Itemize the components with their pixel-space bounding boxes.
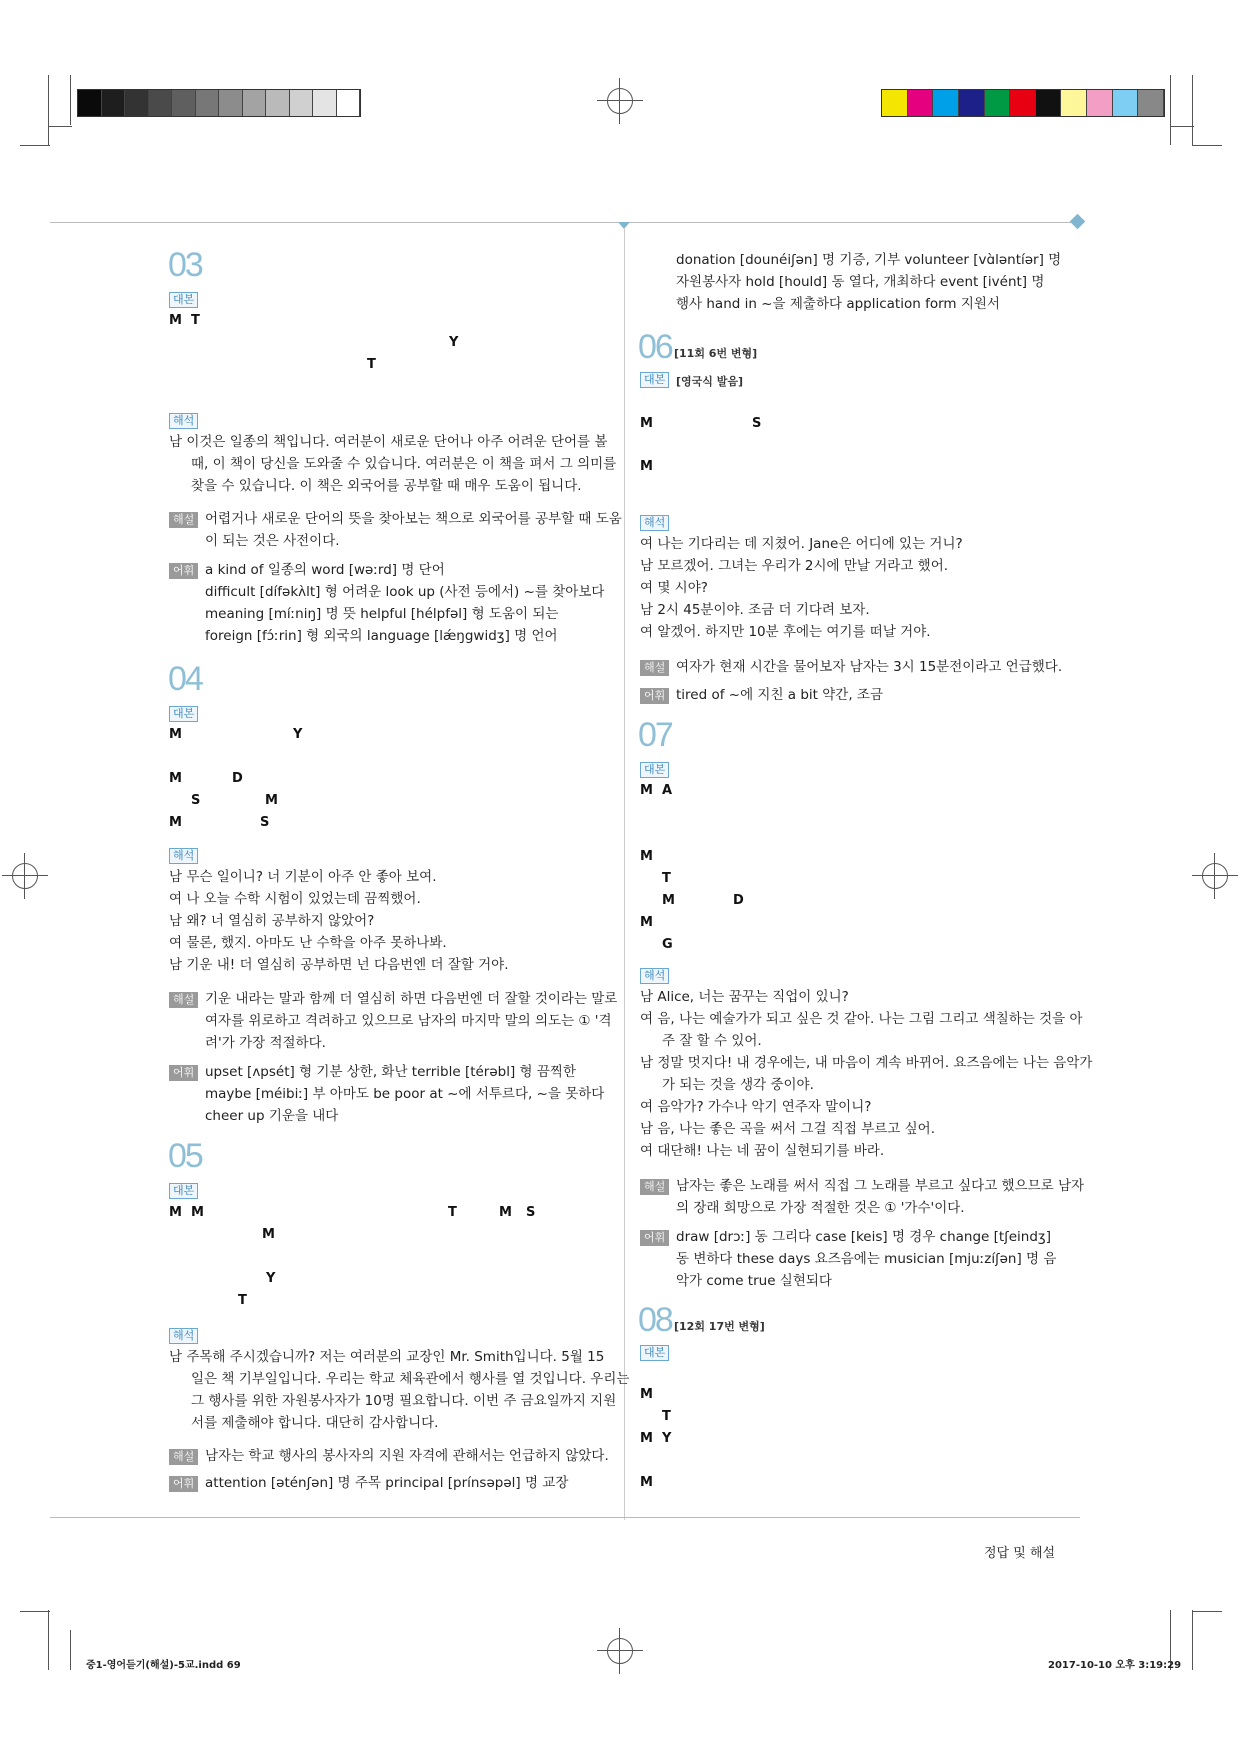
speaker-label: S [752,416,762,431]
gray-swatch [172,90,196,116]
vocab-tag: 어휘 [640,688,669,704]
section-source: [12회 17번 변형] [674,1320,765,1333]
translation-line: 여 나 오늘 수학 시험이 있었는데 끔찍했어. [169,891,421,907]
translation-tag: 해석 [169,848,198,864]
explanation-line: 여자를 위로하고 격려하고 있으므로 남자의 마지막 말의 의도는 ① '격 [205,1013,612,1029]
script-tag: 대본 [169,706,198,722]
translation-tag: 해석 [640,968,669,984]
page-label: 정답 및 해설 [984,1546,1056,1561]
speaker-label: S [260,815,270,830]
registration-mark [2,853,48,899]
vocab-line: draw [drɔː] 동 그리다 case [keis] 명 경우 change [tʃeindʒ] [676,1229,1051,1245]
vocab-line: 행사 hand in ~을 제출하다 application form 지원서 [676,296,1000,312]
gray-calibration-strip [77,89,361,117]
speaker-label: M [499,1205,512,1220]
vocab-line: cheer up 기운을 내다 [205,1108,339,1124]
crop-mark [70,75,71,125]
color-swatch [1113,90,1139,116]
vocab-line: upset [ʌpsét] 형 기분 상한, 화난 terrible [térəbl] 형 끔찍한 [205,1064,576,1080]
crop-mark [48,75,49,145]
crop-mark [1170,75,1171,145]
gray-swatch [196,90,220,116]
speaker-label: M [169,815,182,830]
color-swatch [1036,90,1062,116]
vocab-tag: 어휘 [640,1230,669,1246]
registration-mark [1192,853,1238,899]
script-tag: 대본 [640,372,669,388]
speaker-label: A [662,783,673,798]
translation-tag: 해석 [640,515,669,531]
speaker-label: Y [662,1431,672,1446]
speaker-label: M [640,915,653,930]
speaker-label: T [191,313,200,328]
gray-swatch [125,90,149,116]
crop-mark [20,145,50,146]
color-swatch [959,90,985,116]
gray-swatch [266,90,290,116]
speaker-label: M [640,849,653,864]
crop-mark [70,1630,71,1670]
speaker-label: T [662,871,671,886]
gray-swatch [290,90,314,116]
speaker-label: Y [449,335,459,350]
translation-line: 남 이것은 일종의 책입니다. 여러분이 새로운 단어나 아주 어려운 단어를 볼 [169,434,608,450]
translation-line: 여 물론, 했지. 아마도 난 수학을 아주 못하나봐. [169,935,447,951]
explanation-tag: 해설 [169,992,198,1008]
section-source: [11회 6번 변형] [674,347,758,360]
explanation-line: 의 장래 희망으로 가장 적절한 것은 ① '가수'이다. [676,1200,965,1216]
gray-swatch [313,90,337,116]
registration-mark [597,78,643,124]
diamond-marker [1070,214,1086,230]
crop-mark [1170,126,1194,127]
color-swatch [908,90,934,116]
script-tag: 대본 [640,762,669,778]
section-number: 05 [168,1137,202,1175]
vocab-line: 자원봉사자 hold [hould] 동 열다, 개최하다 event [ivént] 명 [676,274,1045,290]
color-swatch [1061,90,1087,116]
speaker-label: T [238,1293,247,1308]
script-tag: 대본 [169,292,198,308]
translation-line: 여 음악가? 가수나 악기 연주자 말이니? [640,1099,872,1115]
vocab-line: donation [dounéiʃən] 명 기증, 기부 volunteer [vɑ̀ləntíər] 명 [676,252,1062,268]
speaker-label: M [640,1431,653,1446]
translation-line: 주 잘 할 수 있어. [662,1033,762,1049]
translation-line: 남 주목해 주시겠습니까? 저는 여러분의 교장인 Mr. Smith입니다. 5월 15 [169,1349,605,1365]
section-number: 07 [638,716,672,754]
translation-line: 여 나는 기다리는 데 지쳤어. Jane은 어디에 있는 거니? [640,536,963,552]
column-divider [624,228,625,1520]
speaker-label: M [640,783,653,798]
crop-mark [1192,1610,1193,1670]
speaker-label: S [526,1205,536,1220]
translation-line: 남 음, 나는 좋은 곡을 써서 그걸 직접 부르고 싶어. [640,1121,935,1137]
translation-line: 때, 이 책이 당신을 도와줄 수 있습니다. 여러분은 이 책을 펴서 그 의미를 [191,456,617,472]
translation-line: 남 무슨 일이니? 너 기분이 아주 안 좋아 보여. [169,869,437,885]
translation-line: 여 몇 시야? [640,580,708,596]
translation-line: 남 2시 45분이야. 조금 더 기다려 보자. [640,602,870,618]
script-tag: 대본 [169,1183,198,1199]
section-number: 06 [638,328,672,366]
registration-mark [597,1628,643,1674]
section-number: 04 [168,660,202,698]
vocab-line: tired of ~에 지친 a bit 약간, 조금 [676,687,883,703]
speaker-label: M [191,1205,204,1220]
translation-line: 남 정말 멋지다! 내 경우에는, 내 마음이 계속 바뀌어. 요즈음에는 나는 음악가 [640,1055,1093,1071]
speaker-label: D [733,893,744,908]
color-swatch [1087,90,1113,116]
crop-mark [1192,145,1222,146]
explanation-tag: 해설 [169,512,198,528]
gray-swatch [219,90,243,116]
explanation-line: 남자는 학교 행사의 봉사자의 지원 자격에 관해서는 언급하지 않았다. [205,1448,609,1464]
section-number: 08 [638,1301,672,1339]
translation-line: 찾을 수 있습니다. 이 책은 외국어를 공부할 때 매우 도움이 됩니다. [191,478,582,494]
vocab-line: maybe [méibiː] 부 아마도 be poor at ~에 서투르다, ~을 못하다 [205,1086,605,1102]
vocab-line: attention [əténʃən] 명 주목 principal [prínsəpəl] 명 교장 [205,1475,569,1491]
gray-swatch [243,90,267,116]
footer-timestamp: 2017-10-10 오후 3:19:29 [1048,1660,1182,1671]
explanation-tag: 해설 [640,1179,669,1195]
explanation-line: 려'가 가장 적절하다. [205,1035,326,1051]
speaker-label: T [367,357,376,372]
explanation-line: 어렵거나 새로운 단어의 뜻을 찾아보는 책으로 외국어를 공부할 때 도움 [205,511,622,527]
speaker-label: Y [266,1271,276,1286]
translation-line: 여 음, 나는 예술가가 되고 싶은 것 같아. 나는 그림 그리고 색칠하는 것을 아 [640,1011,1083,1027]
speaker-label: M [265,793,278,808]
section-number: 03 [168,246,202,284]
speaker-label: G [662,937,673,952]
top-rule [50,222,1080,223]
explanation-tag: 해설 [169,1449,198,1465]
translation-line: 남 왜? 너 열심히 공부하지 않았어? [169,913,375,929]
crop-mark [20,1611,50,1612]
vocab-tag: 어휘 [169,1476,198,1492]
speaker-label: M [169,1205,182,1220]
color-swatch [933,90,959,116]
color-swatch [1138,90,1164,116]
translation-line: 남 기운 내! 더 열심히 공부하면 넌 다음번엔 더 잘할 거야. [169,957,509,973]
translation-line: 여 알겠어. 하지만 10분 후에는 여기를 떠날 거야. [640,624,931,640]
translation-line: 남 모르겠어. 그녀는 우리가 2시에 만날 거라고 했어. [640,558,949,574]
speaker-label: S [191,793,201,808]
translation-line: 그 행사를 위한 자원봉사자가 10명 필요합니다. 이번 주 금요일까지 지원 [191,1393,617,1409]
crop-mark [48,1610,49,1670]
bottom-rule [50,1517,1080,1518]
speaker-label: M [169,727,182,742]
explanation-line: 여자가 현재 시간을 물어보자 남자는 3시 15분전이라고 언급했다. [676,659,1063,675]
translation-line: 남 Alice, 너는 꿈꾸는 직업이 있니? [640,989,849,1005]
translation-tag: 해석 [169,1328,198,1344]
translation-line: 일은 책 기부일입니다. 우리는 학교 체육관에서 행사를 열 것입니다. 우리는 [191,1371,630,1387]
vocab-line: foreign [fɔ́ːrin] 형 외국의 language [lǽŋgwidʒ] 명 언어 [205,628,558,644]
gray-swatch [102,90,126,116]
vocab-line: meaning [míːniŋ] 명 뜻 helpful [hélpfəl] 형 도움이 되는 [205,606,559,622]
color-swatch [1010,90,1036,116]
explanation-line: 이 되는 것은 사전이다. [205,533,340,549]
speaker-label: M [640,459,653,474]
speaker-label: M [640,1475,653,1490]
translation-line: 여 대단해! 나는 네 꿈이 실현되기를 바라. [640,1143,885,1159]
crop-mark [48,126,72,127]
vocab-line: 동 변하다 these days 요즈음에는 musician [mjuːzíʃən] 명 음 [676,1251,1057,1267]
footer-filename: 중1-영어듣기(해설)-5교.indd 69 [86,1660,241,1671]
speaker-label: T [448,1205,457,1220]
color-swatch [882,90,908,116]
translation-line: 가 되는 것을 생각 중이야. [662,1077,814,1093]
translation-line: 서를 제출해야 합니다. 대단히 감사합니다. [191,1415,439,1431]
crop-mark [1192,75,1193,145]
speaker-label: T [662,1409,671,1424]
script-tag: 대본 [640,1345,669,1361]
color-swatch [985,90,1011,116]
crop-mark [1192,1611,1222,1612]
vocab-line: difficult [dífəkʌ̀lt] 형 어려운 look up (사전 등에서) ~를 찾아보다 [205,584,605,600]
vocab-line: a kind of 일종의 word [wəːrd] 명 단어 [205,562,445,578]
speaker-label: M [662,893,675,908]
explanation-line: 남자는 좋은 노래를 써서 직접 그 노래를 부르고 싶다고 했으므로 남자 [676,1178,1085,1194]
gray-swatch [149,90,173,116]
speaker-label: M [640,416,653,431]
explanation-tag: 해설 [640,660,669,676]
speaker-label: M [262,1227,275,1242]
speaker-label: M [640,1387,653,1402]
speaker-label: D [232,771,243,786]
speaker-label: M [169,771,182,786]
gray-swatch [78,90,102,116]
accent-note: [영국식 발음] [676,375,744,388]
speaker-label: Y [293,727,303,742]
color-calibration-strip [881,89,1165,117]
speaker-label: M [169,313,182,328]
translation-tag: 해석 [169,413,198,429]
vocab-line: 악가 come true 실현되다 [676,1273,832,1289]
vocab-tag: 어휘 [169,563,198,579]
gray-swatch [337,90,361,116]
explanation-line: 기운 내라는 말과 함께 더 열심히 하면 다음번엔 더 잘할 것이라는 말로 [205,991,618,1007]
vocab-tag: 어휘 [169,1065,198,1081]
